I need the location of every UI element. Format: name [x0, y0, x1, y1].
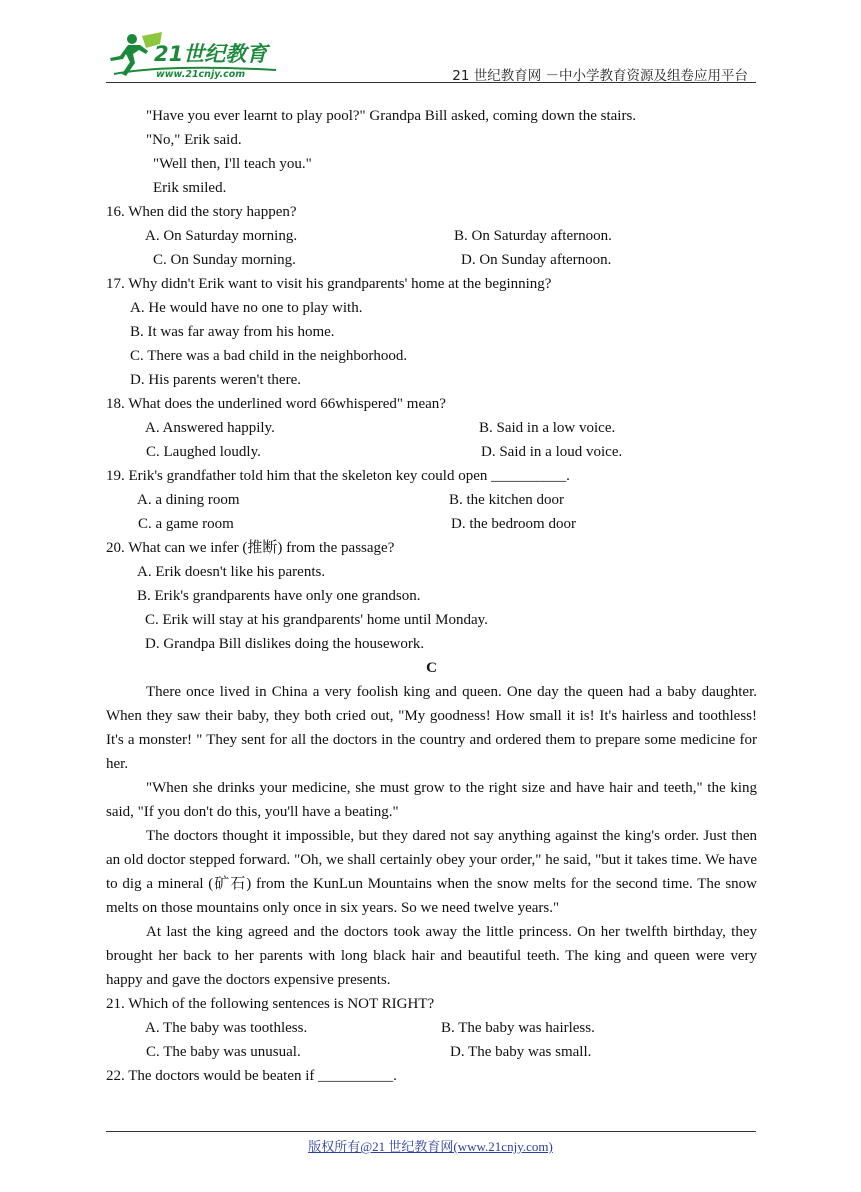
- page-header: [106, 30, 756, 86]
- option-b: B. the kitchen door: [449, 492, 564, 508]
- footer-copyright-link[interactable]: 版权所有@21 世纪教育网(www.21cnjy.com): [308, 1139, 553, 1154]
- passage-paragraph: "When she drinks your medicine, she must grow to the right size and have hair and teeth," the king said, "If you don't do this, you'll have a beating.": [106, 780, 757, 820]
- header-site-text: 21 世纪教育网 －中小学教育资源及组卷应用平台: [452, 68, 748, 84]
- options-row: [106, 488, 757, 512]
- header-divider: [106, 82, 756, 83]
- option-a: A. He would have no one to play with.: [130, 300, 363, 316]
- option-a: A. Erik doesn't like his parents.: [137, 564, 326, 580]
- option-d: D. His parents weren't there.: [130, 372, 301, 388]
- option-c: C. a game room: [138, 516, 234, 532]
- footer-divider: [106, 1131, 756, 1132]
- option-b: B. Said in a low voice.: [479, 420, 616, 436]
- option-c: C. Erik will stay at his grandparents' home until Monday.: [145, 612, 488, 628]
- option-b: B. The baby was hairless.: [441, 1020, 595, 1036]
- option-a: A. The baby was toothless.: [145, 1020, 308, 1036]
- 21cnjy-logo: [106, 30, 306, 82]
- option-a: A. On Saturday morning.: [145, 228, 298, 244]
- logo-text: 21世纪教育: [154, 42, 268, 66]
- options-row: [106, 416, 757, 440]
- question-20: 20. What can we infer (推断) from the passage?: [106, 540, 395, 556]
- document-body: [106, 104, 757, 1088]
- option-d: D. The baby was small.: [450, 1044, 592, 1060]
- passage-paragraph: At last the king agreed and the doctors took away the little princess. On her twelfth birthday, they brought her back to her parents with long black hair and beautiful teeth. The king and queen were very happy and gave the doctors expensive presents.: [106, 924, 757, 988]
- story-line: "Have you ever learnt to play pool?" Grandpa Bill asked, coming down the stairs.: [146, 108, 637, 124]
- options-row: [106, 224, 757, 248]
- question-16: 16. When did the story happen?: [106, 204, 297, 220]
- option-a: A. Answered happily.: [145, 420, 275, 436]
- option-c: C. There was a bad child in the neighborhood.: [130, 348, 408, 364]
- options-row: [106, 512, 757, 536]
- story-line: Erik smiled.: [153, 180, 227, 196]
- options-row: [106, 248, 757, 272]
- story-line: "Well then, I'll teach you.": [153, 156, 312, 172]
- story-line: "No," Erik said.: [146, 132, 242, 148]
- section-heading: C: [426, 660, 437, 676]
- option-b: B. On Saturday afternoon.: [454, 228, 612, 244]
- options-row: [106, 1040, 757, 1064]
- question-19: 19. Erik's grandfather told him that the skeleton key could open __________.: [106, 468, 570, 484]
- option-d: D. the bedroom door: [451, 516, 576, 532]
- logo-url: www.21cnjy.com: [156, 69, 246, 80]
- option-b: B. Erik's grandparents have only one grandson.: [137, 588, 421, 604]
- options-row: [106, 1016, 757, 1040]
- question-17: 17. Why didn't Erik want to visit his grandparents' home at the beginning?: [106, 276, 552, 292]
- option-a: A. a dining room: [137, 492, 240, 508]
- question-18: 18. What does the underlined word 66whispered" mean?: [106, 396, 446, 412]
- passage-paragraph: There once lived in China a very foolish king and queen. One day the queen had a baby daughter. When they saw their baby, they both cried out, "My goodness! How small it is! It's hairless and toothless! It's a monster! " They sent for all the doctors in the country and ordered them to prepare some medicine for her.: [106, 684, 757, 772]
- option-c: C. On Sunday morning.: [153, 252, 296, 268]
- passage-paragraph: The doctors thought it impossible, but they dared not say anything against the king's order. Just then an old doctor stepped forward. "Oh, we shall certainly obey your order," he said, "but it takes time. We have to dig a mineral (矿石) from the KunLun Mountains when the snow melts for the second time. The snow melts on those mountains only once in six years. So we need twelve years.": [106, 828, 757, 916]
- option-c: C. The baby was unusual.: [146, 1044, 301, 1060]
- option-d: D. Grandpa Bill dislikes doing the housework.: [145, 636, 425, 652]
- options-row: [106, 440, 757, 464]
- option-b: B. It was far away from his home.: [130, 324, 335, 340]
- page-footer: [0, 1136, 861, 1155]
- option-d: D. Said in a loud voice.: [481, 444, 623, 460]
- question-21: 21. Which of the following sentences is NOT RIGHT?: [106, 996, 435, 1012]
- question-22: 22. The doctors would be beaten if __________.: [106, 1068, 397, 1084]
- option-c: C. Laughed loudly.: [146, 444, 261, 460]
- option-d: D. On Sunday afternoon.: [461, 252, 612, 268]
